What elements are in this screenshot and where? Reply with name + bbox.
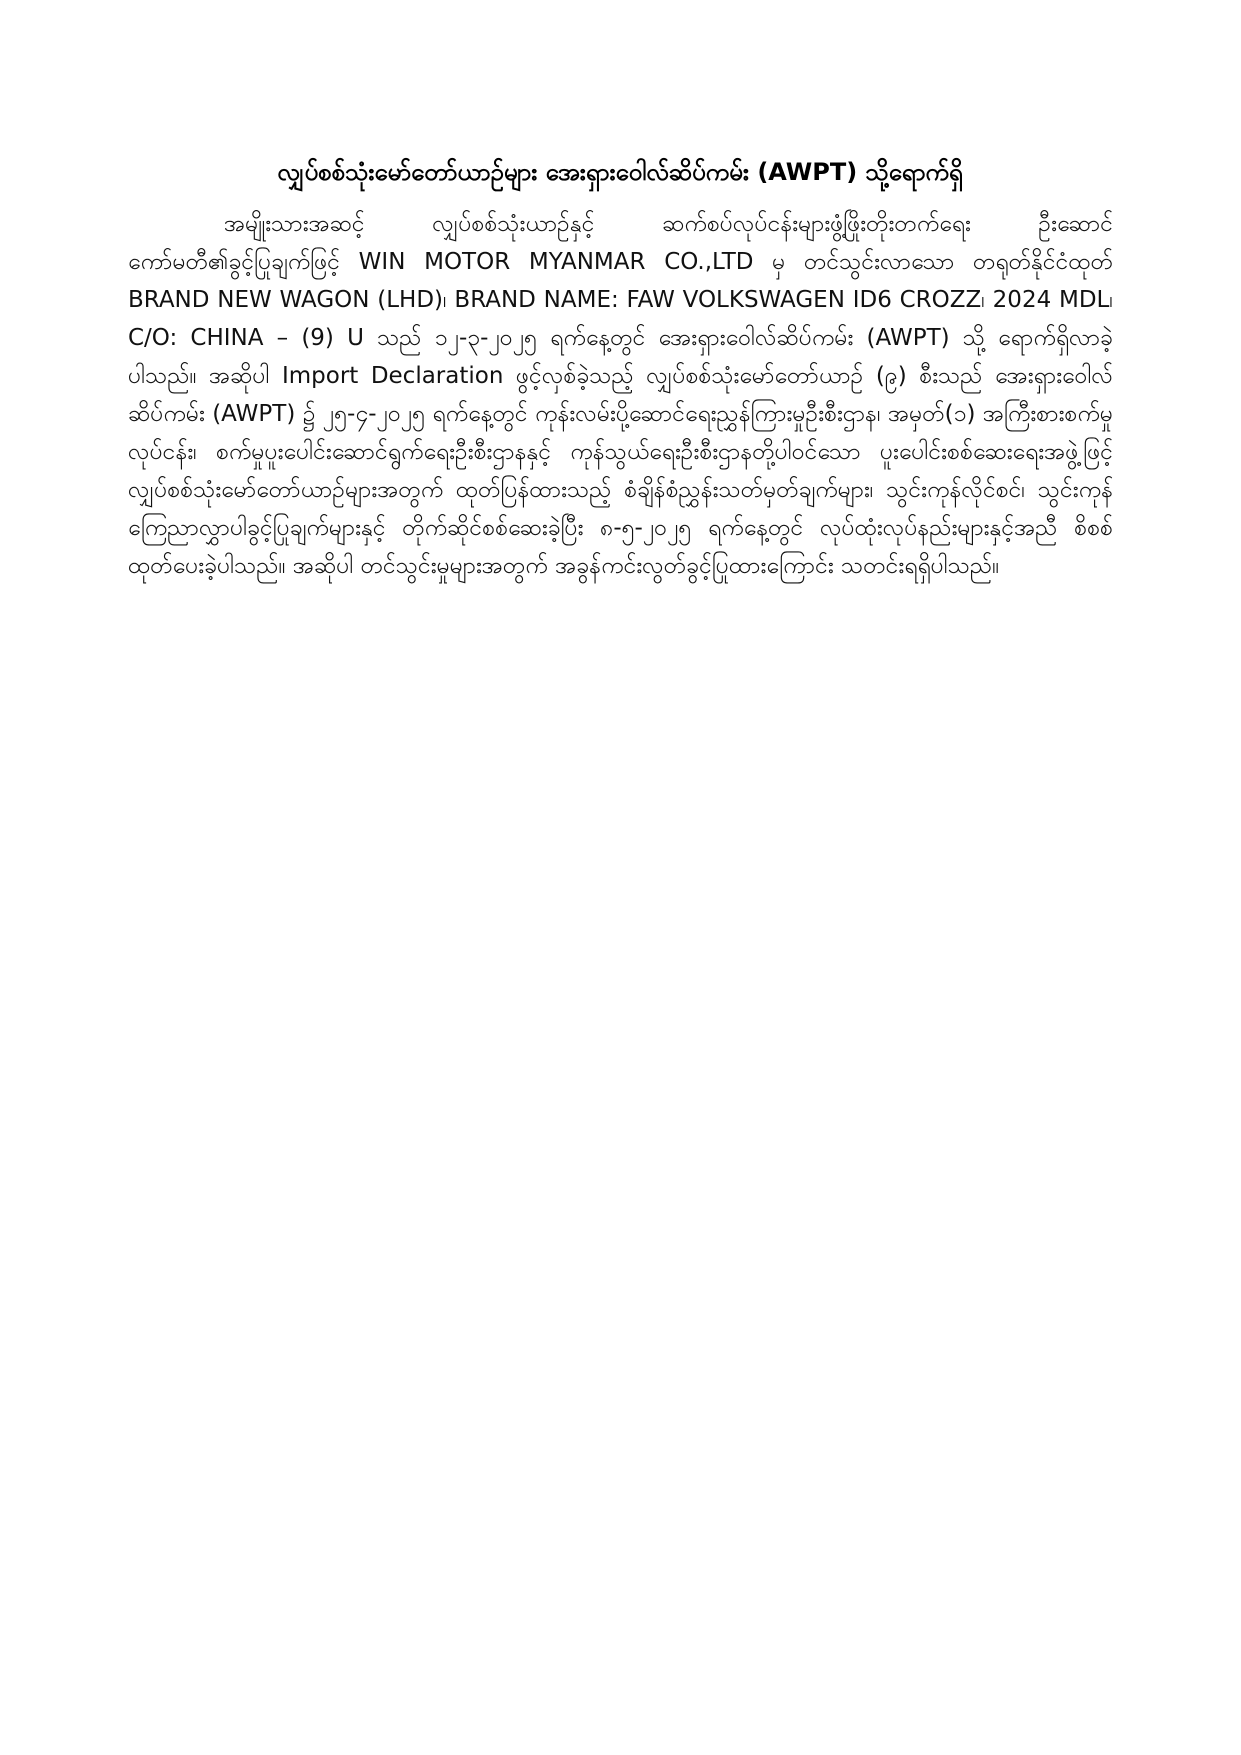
- document-body-paragraph: အမျိုးသားအဆင့် လျှပ်စစ်သုံးယာဉ်နှင့် ဆက်စပ်လုပ်ငန်းများဖွံ့ဖြိုးတိုးတက်ရေး ဦးဆောင်ကော်မတီ၏ခွင့်ပြုချက်ဖြင့် WIN MOTOR MYANMAR CO.,LTD မှ တင်သွင်းလာသော တရုတ်နိုင်ငံထုတ် BRAND NEW WAGON (LHD)၊ BRAND NAME: FAW VOLKSWAGEN ID6 CROZZ၊ 2024 MDL၊ C/O: CHINA – (9) U သည် ၁၂-၃-၂၀၂၅ ရက်နေ့တွင် အေးရှားဝေါလ်ဆိပ်ကမ်း (AWPT) သို့ ရောက်ရှိလာခဲ့ပါသည်။ အဆိုပါ Import Declaration ဖွင့်လှစ်ခဲ့သည့် လျှပ်စစ်သုံးမော်တော်ယာဉ် (၉) စီးသည် အေးရှားဝေါလ်ဆိပ်ကမ်း (AWPT) ၌ ၂၅-၄-၂၀၂၅ ရက်နေ့တွင် ကုန်းလမ်းပို့ဆောင်ရေးညွှန်ကြားမှုဦးစီးဌာန၊ အမှတ်(၁) အကြီးစားစက်မှုလုပ်ငန်း၊ စက်မှုပူးပေါင်းဆောင်ရွက်ရေးဦးစီးဌာနနှင့် ကုန်သွယ်ရေးဦးစီးဌာနတို့ပါဝင်သော ပူးပေါင်းစစ်ဆေးရေးအဖွဲ့ဖြင့် လျှပ်စစ်သုံးမော်တော်ယာဉ်များအတွက် ထုတ်ပြန်ထားသည့် စံချိန်စံညွှန်းသတ်မှတ်ချက်များ၊ သွင်းကုန်လိုင်စင်၊ သွင်းကုန်ကြေညာလွှာပါခွင့်ပြုချက်များနှင့် တိုက်ဆိုင်စစ်ဆေးခဲ့ပြီး ၈-၅-၂၀၂၅ ရက်နေ့တွင် လုပ်ထုံးလုပ်နည်းများနှင့်အညီ စိစစ်ထုတ်ပေးခဲ့ပါသည်။ အဆိုပါ တင်သွင်းမှုများအတွက် အခွန်ကင်းလွတ်ခွင့်ပြုထားကြောင်း သတင်းရရှိပါသည်။: [128, 211, 1113, 579]
- document-title: လျှပ်စစ်သုံးမော်တော်ယာဉ်များ အေးရှားဝေါလ်ဆိပ်ကမ်း (AWPT) သို့ရောက်ရှိ: [277, 158, 963, 186]
